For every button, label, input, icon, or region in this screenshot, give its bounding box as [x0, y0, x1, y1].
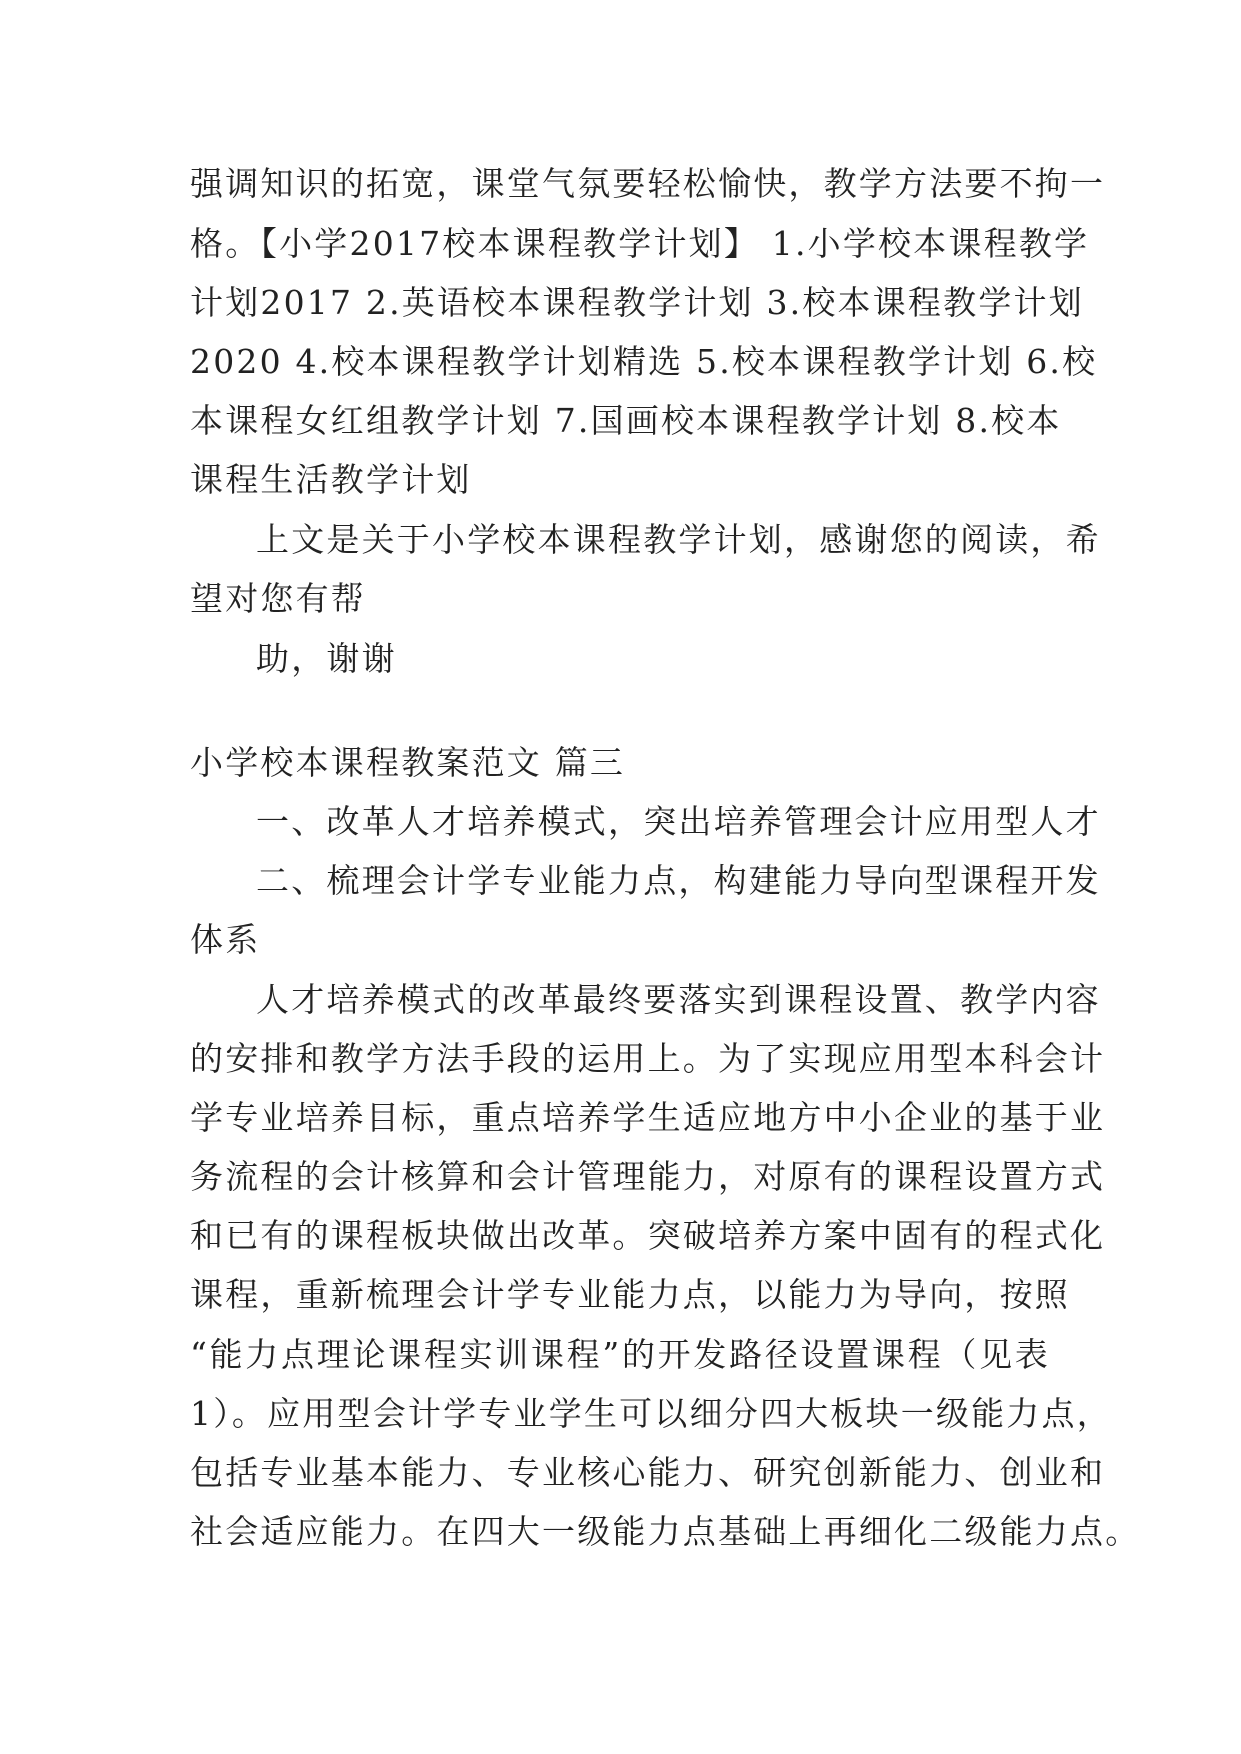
point-two-line: 二、梳理会计学专业能力点，构建能力导向型课程开发	[256, 861, 1101, 900]
body-line: 人才培养模式的改革最终要落实到课程设置、教学内容	[256, 980, 1101, 1019]
body-line: “能力点理论课程实训课程”的开发路径设置课程（见表	[190, 1335, 1050, 1374]
closing-line: 望对您有帮	[190, 579, 366, 618]
paragraph-line: 课程生活教学计划	[190, 460, 472, 499]
closing-line: 助，谢谢	[256, 639, 397, 678]
body-line: 学专业培养目标，重点培养学生适应地方中小企业的基于业	[190, 1098, 1106, 1137]
paragraph-line: 2020 4.校本课程教学计划精选 5.校本课程教学计划 6.校	[190, 342, 1098, 381]
paragraph-line: 本课程女红组教学计划 7.国画校本课程教学计划 8.校本	[190, 401, 1062, 440]
section-title: 小学校本课程教案范文 篇三	[190, 743, 626, 782]
body-line: 社会适应能力。在四大一级能力点基础上再细化二级能力点。	[190, 1512, 1141, 1551]
paragraph-line: 强调知识的拓宽，课堂气氛要轻松愉快，教学方法要不拘一	[190, 164, 1106, 203]
body-line: 务流程的会计核算和会计管理能力，对原有的课程设置方式	[190, 1157, 1106, 1196]
point-one: 一、改革人才培养模式，突出培养管理会计应用型人才	[256, 802, 1101, 841]
body-line: 的安排和教学方法手段的运用上。为了实现应用型本科会计	[190, 1039, 1106, 1078]
paragraph-line: 计划2017 2.英语校本课程教学计划 3.校本课程教学计划	[190, 283, 1084, 322]
body-line: 课程，重新梳理会计学专业能力点，以能力为导向，按照	[190, 1275, 1070, 1314]
paragraph-line: 格。【小学2017校本课程教学计划】 1.小学校本课程教学	[190, 224, 1090, 263]
body-line: 包括专业基本能力、专业核心能力、研究创新能力、创业和	[190, 1453, 1106, 1492]
body-line: 和已有的课程板块做出改革。突破培养方案中固有的程式化	[190, 1216, 1106, 1255]
closing-line: 上文是关于小学校本课程教学计划，感谢您的阅读，希	[256, 520, 1101, 559]
body-line: 1）。应用型会计学专业学生可以细分四大板块一级能力点，	[190, 1394, 1112, 1433]
point-two-line: 体系	[190, 920, 261, 959]
